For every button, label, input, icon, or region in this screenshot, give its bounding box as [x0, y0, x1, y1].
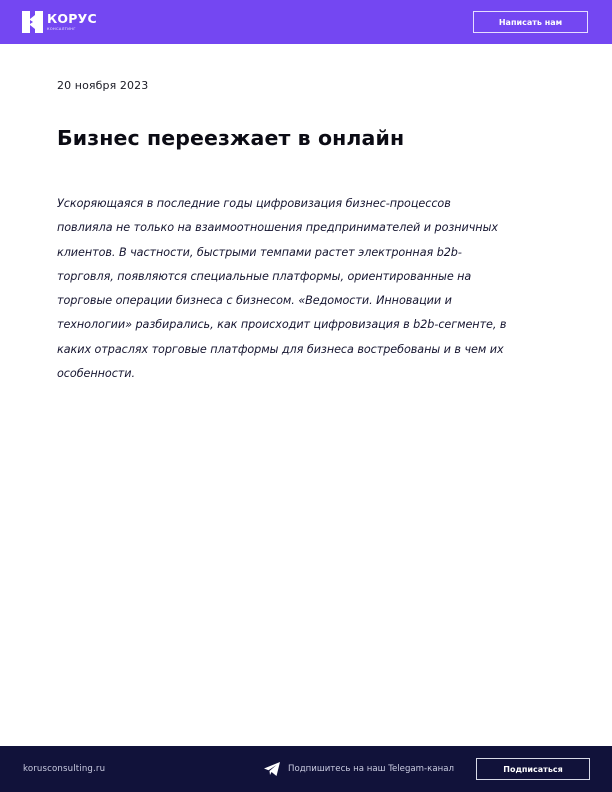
- logo-text: [47, 13, 97, 31]
- telegram-promo: [264, 758, 590, 780]
- lead-line: каких отраслях торговые платформы для бизнеса востребованы и в чем их: [57, 342, 504, 356]
- article-title: Бизнес переезжает в онлайн: [57, 126, 405, 150]
- subscribe-button[interactable]: Подписаться: [476, 758, 590, 780]
- logo-subtitle: КОНСАЛТИНГ: [47, 26, 76, 31]
- logo-name: КОРУС: [47, 11, 97, 26]
- korus-logo-icon: [22, 11, 43, 33]
- article-date: 20 ноября 2023: [57, 79, 149, 92]
- article-lead: [57, 192, 557, 386]
- telegram-icon: [264, 762, 280, 776]
- write-us-button[interactable]: Написать нам: [473, 11, 588, 33]
- lead-line: торговля, появляются специальные платформы, ориентированные на: [57, 269, 472, 283]
- lead-line: клиентов. В частности, быстрыми темпами растет электронная b2b-: [57, 245, 462, 259]
- top-header: [0, 0, 612, 44]
- lead-line: особенности.: [57, 367, 135, 381]
- lead-line: торговые операции бизнеса с бизнесом. «Ведомости. Инновации и: [57, 294, 452, 308]
- footer: [0, 746, 612, 792]
- lead-line: технологии» разбирались, как происходит цифровизация в b2b-сегменте, в: [57, 318, 507, 332]
- korus-logo[interactable]: [22, 11, 97, 33]
- lead-line: Ускоряющаяся в последние годы цифровизация бизнес-процессов: [57, 197, 451, 210]
- lead-line: повлияла не только на взаимоотношения предпринимателей и розничных: [57, 221, 498, 235]
- site-link[interactable]: korusconsulting.ru: [23, 764, 106, 774]
- telegram-text: Подпишитесь на наш Telegam-канал: [287, 764, 454, 774]
